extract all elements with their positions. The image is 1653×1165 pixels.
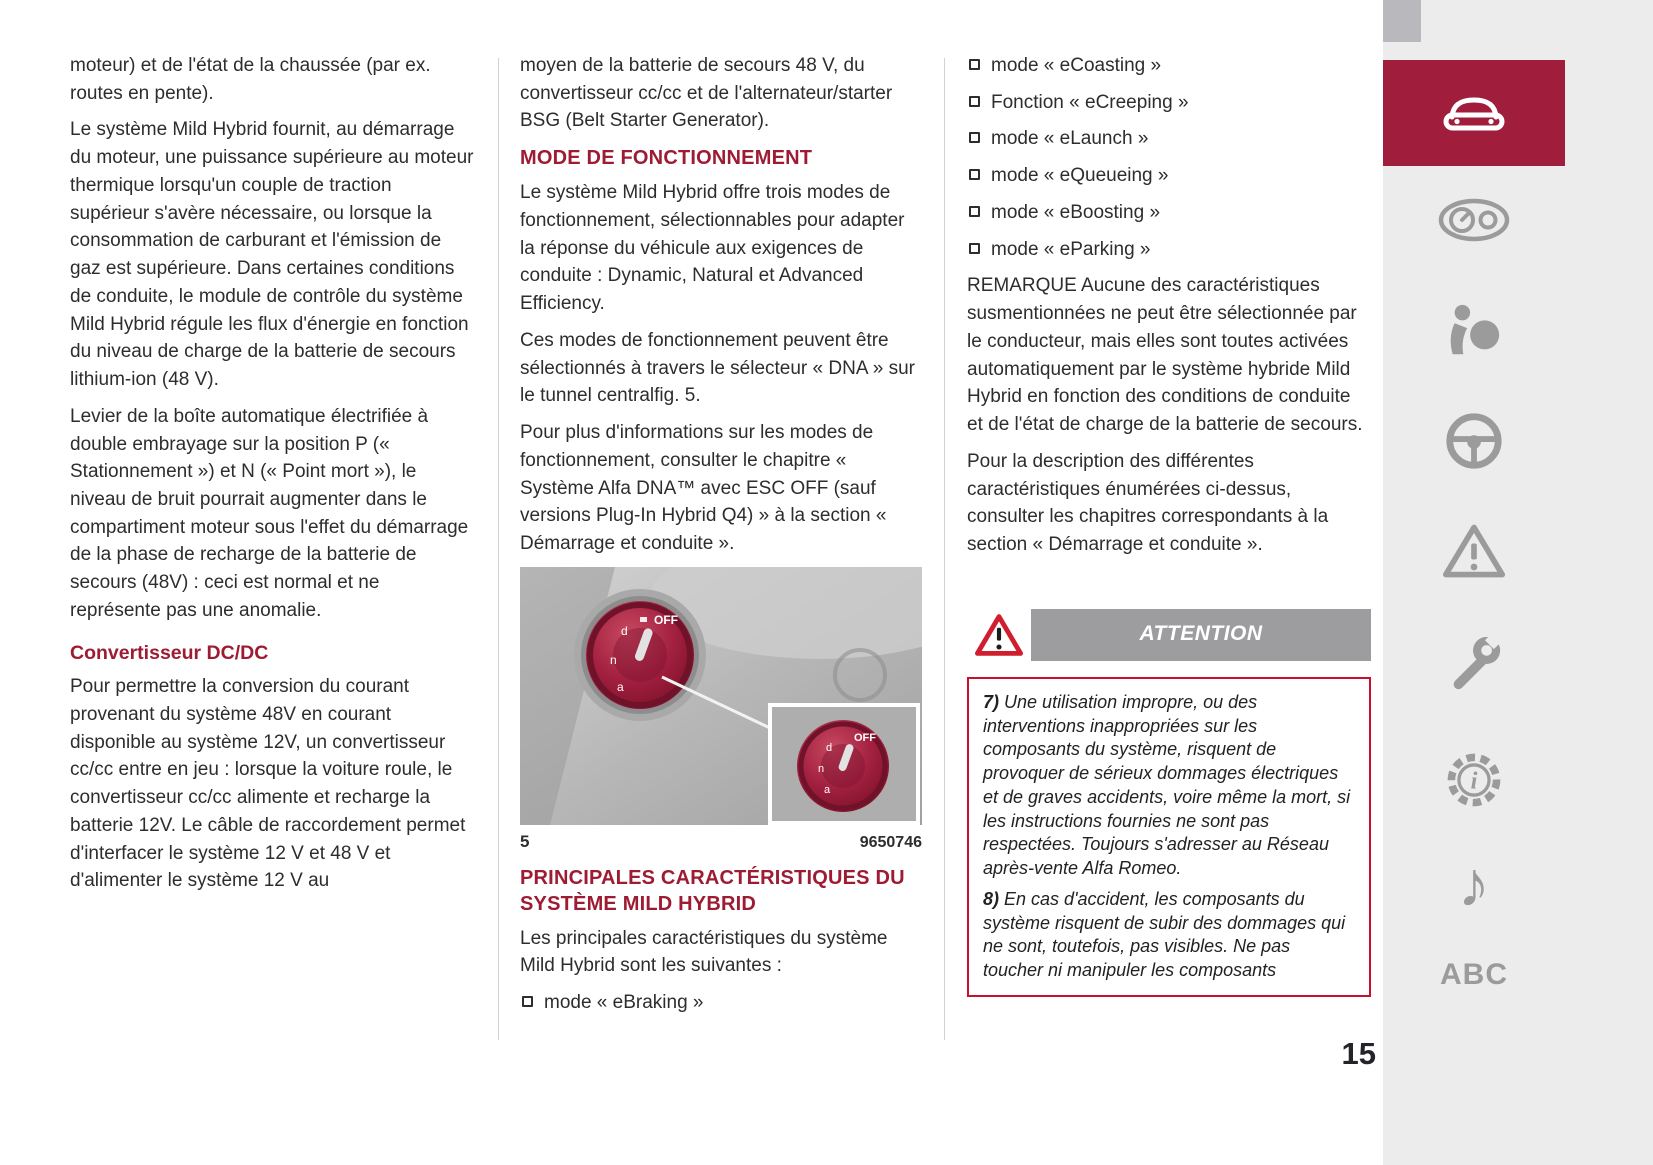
column-divider (944, 58, 945, 1040)
square-bullet-icon (969, 206, 980, 217)
feature-bullet (967, 199, 1371, 227)
feature-bullet (967, 52, 1371, 80)
warning-note-7 (983, 691, 1355, 881)
steering-wheel-icon (1443, 410, 1505, 472)
square-bullet-icon (969, 132, 980, 143)
warning-triangle-icon (975, 613, 1023, 657)
warning-triangle-icon (1442, 522, 1506, 580)
chapter-tab-vehicle[interactable] (1383, 60, 1565, 166)
feature-bullet (967, 89, 1371, 117)
figure-caption (520, 830, 922, 855)
music-note-icon: ♪ (1458, 848, 1490, 920)
attention-label: ATTENTION (1139, 622, 1263, 646)
heading-principales-caracteristiques: PRINCIPALES CARACTÉRISTIQUES DU SYSTÈME MILD HYBRID (520, 866, 905, 915)
warning-note-number: 7) (983, 691, 1000, 712)
dashboard-icon (1436, 196, 1512, 244)
figure-code: 9650746 (859, 833, 922, 851)
chapter-tab-multimedia[interactable] (1383, 848, 1565, 920)
paragraph: moteur) et de l'état de la chaussée (par ex. routes en pente). (70, 55, 431, 104)
column-divider (498, 58, 499, 1040)
paragraph: Les principales caractéristiques du système Mild Hybrid sont les suivantes : (520, 927, 888, 977)
feature-bullet (967, 162, 1371, 190)
inset-letter-n: n (818, 762, 825, 775)
square-bullet-icon (522, 996, 533, 1007)
text-column-1 (70, 52, 474, 904)
feature-label: mode « eBraking » (544, 992, 704, 1014)
square-bullet-icon (969, 169, 980, 180)
chapter-sidebar (1383, 0, 1653, 1165)
paragraph-remarque: REMARQUE Aucune des caractéristiques susmentionnées ne peut être sélectionnée par le conducteur, mais elles sont toutes activées automatiquement par le système hybride Mild Hybrid en fonction des conditions de conduite et de l'état de charge de la batterie de secours. (967, 275, 1363, 436)
warning-note-text: Une utilisation impropre, ou des interventions inappropriées sur les composants du système, risquent de provoquer de sérieux dommages électriques et de graves accidents, voire même la mort, si les instructions fournies ne sont pas respectées. Toujours s'adresser au Réseau après-vente Alfa Romeo. (983, 691, 1351, 878)
chapter-tab-technical-data[interactable] (1383, 748, 1565, 812)
attention-bar (1031, 609, 1371, 661)
wrench-icon (1443, 632, 1505, 694)
chapter-tab-emergency[interactable] (1383, 522, 1565, 580)
feature-label: mode « eBoosting » (991, 201, 1161, 223)
warning-note-8 (983, 888, 1355, 983)
airbag-icon (1443, 300, 1505, 362)
chapter-tab-safety[interactable] (1383, 300, 1565, 362)
info-glyph: i (1470, 767, 1478, 795)
chapter-tab-dashboard[interactable] (1383, 196, 1565, 244)
feature-bullet (967, 125, 1371, 153)
square-bullet-icon (969, 243, 980, 254)
text-column-2 (520, 52, 924, 1026)
dna-selector-photo (520, 567, 922, 825)
feature-bullet (520, 989, 924, 1017)
feature-label: Fonction « eCreeping » (991, 91, 1189, 113)
warning-note-number: 8) (983, 888, 1000, 909)
paragraph: Pour la description des différentes caractéristiques énumérées ci-dessus, consulter les chapitres correspondants à la section « Démarrage et conduite ». (967, 450, 1329, 556)
feature-label: mode « eLaunch » (991, 128, 1149, 150)
feature-label: mode « eCoasting » (991, 55, 1162, 76)
feature-bullet (967, 236, 1371, 264)
attention-banner (967, 609, 1371, 661)
text-column-3 (967, 52, 1371, 997)
square-bullet-icon (969, 59, 980, 70)
figure-dna-selector (520, 567, 922, 855)
chapter-tab-driving[interactable] (1383, 410, 1565, 472)
top-tab (1383, 0, 1421, 42)
paragraph: Ces modes de fonctionnement peuvent être sélectionnés à travers le sélecteur « DNA » sur le tunnel centralfig. 5. (520, 329, 915, 407)
heading-mode-fonctionnement: MODE DE FONCTIONNEMENT (520, 147, 813, 170)
paragraph: Le système Mild Hybrid offre trois modes de fonctionnement, sélectionnables pour adapter la réponse du véhicule aux exigences de conduite : Dynamic, Natural et Advanced Efficiency. (520, 182, 905, 315)
chapter-tab-maintenance[interactable] (1383, 632, 1565, 694)
knob-off-label: OFF (654, 612, 678, 627)
paragraph: moyen de la batterie de secours 48 V, du convertisseur cc/cc et de l'alternateur/starter BSG (Belt Starter Generator). (520, 55, 893, 132)
paragraph: Pour permettre la conversion du courant provenant du système 48V en courant disponible au système 12V, un convertisseur cc/cc entre en jeu : lorsque la voiture roule, le convertisseur cc/cc alimente et recharge la batterie 12V. Le câble de raccordement permet d'interfacer le système 12 V et 48 V et d'alimenter le système 12 V au (70, 676, 466, 892)
knob-letter-a: a (617, 679, 624, 694)
page-number: 15 (1341, 1036, 1376, 1071)
warning-notes-box (967, 677, 1371, 997)
paragraph: Le système Mild Hybrid fournit, au démarrage du moteur, une puissance supérieure au moteur thermique lorsqu'un couple de traction supérieur s'avère nécessaire, ou lorsque la consommation de carburant et l'émission de gaz est supérieure. Dans certaines conditions de conduite, le module de contrôle du système Mild Hybrid régule les flux d'énergie en fonction du niveau de charge de la batterie de secours lithium-ion (48 V). (70, 119, 474, 391)
car-icon (1438, 89, 1510, 137)
warning-note-text: En cas d'accident, les composants du système risquent de subir des dommages qui ne sont, toutefois, pas visibles. Ne pas toucher ni manipuler les composants (983, 888, 1346, 980)
chapter-tab-index[interactable]: ABC (1440, 958, 1508, 991)
knob-letter-n: n (610, 652, 617, 667)
gear-info-icon (1442, 748, 1506, 812)
square-bullet-icon (969, 96, 980, 107)
warning-triangle-badge (967, 609, 1031, 661)
paragraph: Pour plus d'informations sur les modes de fonctionnement, consulter le chapitre « Système Alfa DNA™ avec ESC OFF (sauf versions Plug-In Hybrid Q4) » à la section « Démarrage et conduite ». (520, 422, 887, 555)
inset-letter-d: d (826, 741, 833, 754)
feature-label: mode « eQueueing » (991, 165, 1169, 187)
figure-number: 5 (520, 831, 530, 851)
inset-off-label: OFF (854, 731, 876, 744)
knob-letter-d: d (621, 623, 628, 638)
heading-dcdc-converter: Convertisseur DC/DC (70, 641, 269, 664)
inset-letter-a: a (824, 783, 831, 796)
feature-label: mode « eParking » (991, 238, 1151, 260)
paragraph: Levier de la boîte automatique électrifiée à double embrayage sur la position P (« Stationnement ») et N (« Point mort »), le niveau de bruit pourrait augmenter dans le compartiment moteur sous l'effet du démarrage de la phase de recharge de la batterie de secours (48V) : ceci est normal et ne représente pas une anomalie. (70, 405, 469, 621)
